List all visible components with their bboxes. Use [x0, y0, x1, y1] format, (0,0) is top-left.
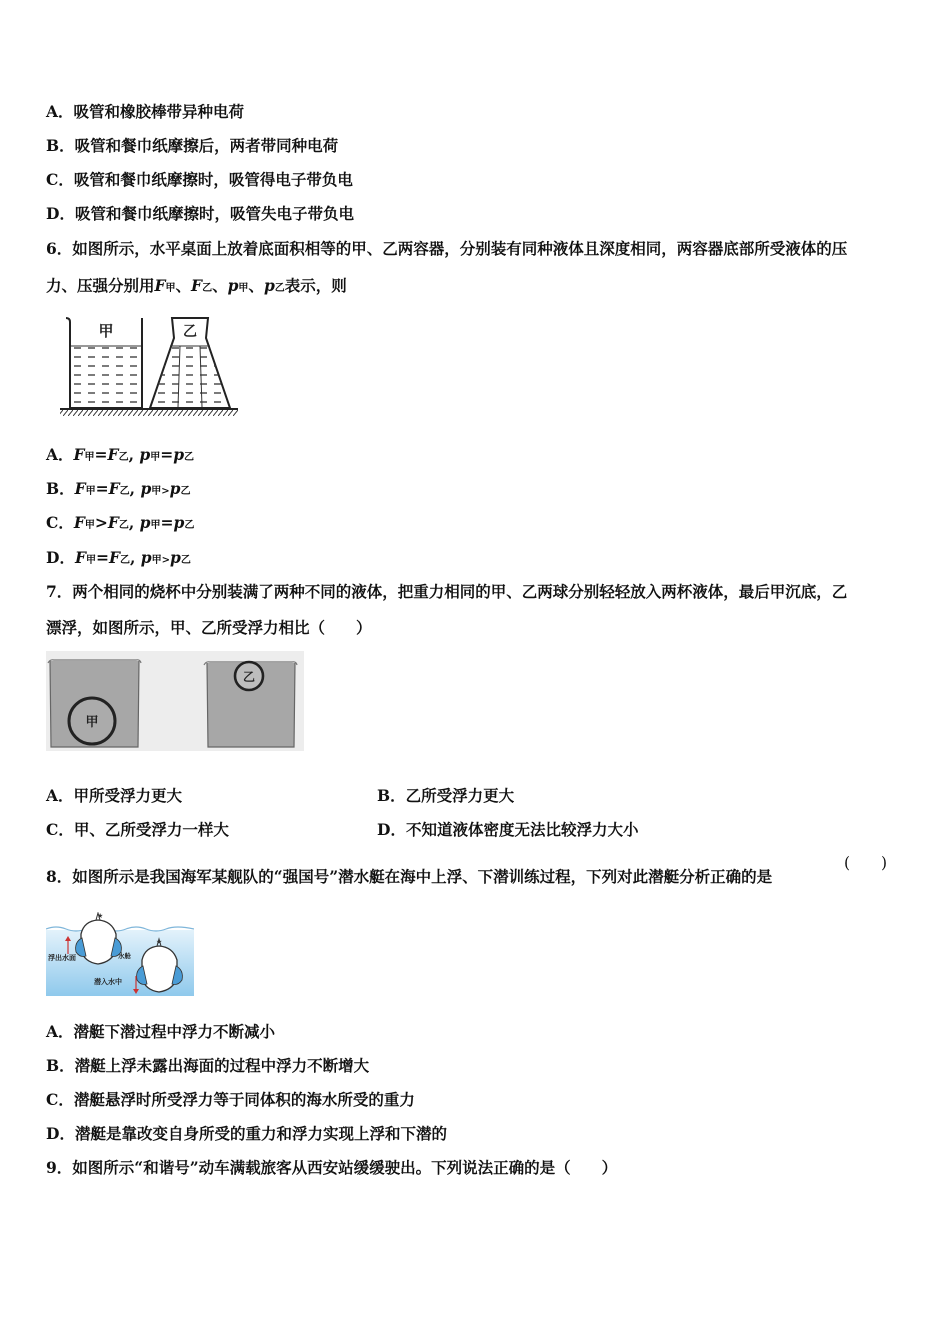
- q5-option-a: A．吸管和橡胶棒带异种电荷: [46, 102, 245, 121]
- q7-option-d: D．不知道液体密度无法比较浮力大小: [377, 820, 639, 839]
- liquid-yi: [151, 346, 229, 407]
- q8-option-d: D．潜艇是靠改变自身所受的重力和浮力实现上浮和下潜的: [46, 1124, 447, 1143]
- q7-beakers-figure: [46, 651, 304, 751]
- q6-containers-figure: [58, 308, 240, 420]
- q8-option-a: A．潜艇下潜过程中浮力不断减小: [46, 1022, 276, 1041]
- q7-option-c: C．甲、乙所受浮力一样大: [46, 820, 229, 839]
- q8-submarine-figure: [46, 912, 194, 998]
- label-yi: 乙: [242, 670, 256, 684]
- svg-text:★: ★: [156, 938, 163, 946]
- submarine-surfacing: [81, 920, 116, 964]
- label-jia: 甲: [85, 715, 99, 730]
- q8-answer-bracket: ( ): [844, 854, 888, 872]
- label-diving: 潜入水中: [94, 978, 122, 986]
- q9-stem: 9．如图所示“和谐号”动车满载旅客从西安站缓缓驶出。下列说法正确的是（ ）: [46, 1158, 618, 1177]
- q7-option-a: A．甲所受浮力更大: [46, 786, 183, 805]
- label-jia: 甲: [98, 322, 114, 340]
- q8-stem: 8．如图所示是我国海军某舰队的“强国号”潜水艇在海中上浮、下潜训练过程，下列对此潜艇分析正确的是: [46, 867, 773, 886]
- label-surfacing: 浮出水面: [48, 954, 76, 962]
- q6-option-b: B．F甲=F乙, p甲>p乙: [46, 479, 191, 498]
- q7-stem-line1: 7．两个相同的烧杯中分别装满了两种不同的液体，把重力相同的甲、乙两球分别轻轻放入两杯液体，最后甲沉底，乙: [46, 582, 848, 601]
- q7-stem-line2: 漂浮，如图所示，甲、乙所受浮力相比（ ）: [46, 618, 372, 637]
- q6-option-a: A．F甲=F乙, p甲=p乙: [46, 445, 195, 464]
- label-water-tank: 水舱: [118, 952, 131, 960]
- q8-option-b: B．潜艇上浮未露出海面的过程中浮力不断增大: [46, 1056, 370, 1075]
- q5-option-c: C．吸管和餐巾纸摩擦时，吸管得电子带负电: [46, 170, 353, 189]
- q6-stem-line1: 6．如图所示，水平桌面上放着底面积相等的甲、乙两容器，分别装有同种液体且深度相同，两容器底部所受液体的压: [46, 239, 848, 258]
- q7-option-b: B．乙所受浮力更大: [377, 786, 515, 805]
- q5-option-d: D．吸管和餐巾纸摩擦时，吸管失电子带负电: [46, 204, 354, 223]
- q8-option-c: C．潜艇悬浮时所受浮力等于同体积的海水所受的重力: [46, 1090, 415, 1109]
- q6-option-d: D．F甲=F乙, p甲>p乙: [46, 548, 191, 567]
- q6-stem-line2: 力、压强分别用F甲、F乙、p甲、p乙表示，则: [46, 276, 347, 295]
- label-yi: 乙: [183, 324, 197, 340]
- liquid-jia: [71, 346, 141, 407]
- q6-option-c: C．F甲>F乙, p甲=p乙: [46, 513, 195, 532]
- submarine-diving: [142, 946, 177, 992]
- svg-text:★: ★: [97, 912, 104, 920]
- q5-option-b: B．吸管和餐巾纸摩擦后，两者带同种电荷: [46, 136, 339, 155]
